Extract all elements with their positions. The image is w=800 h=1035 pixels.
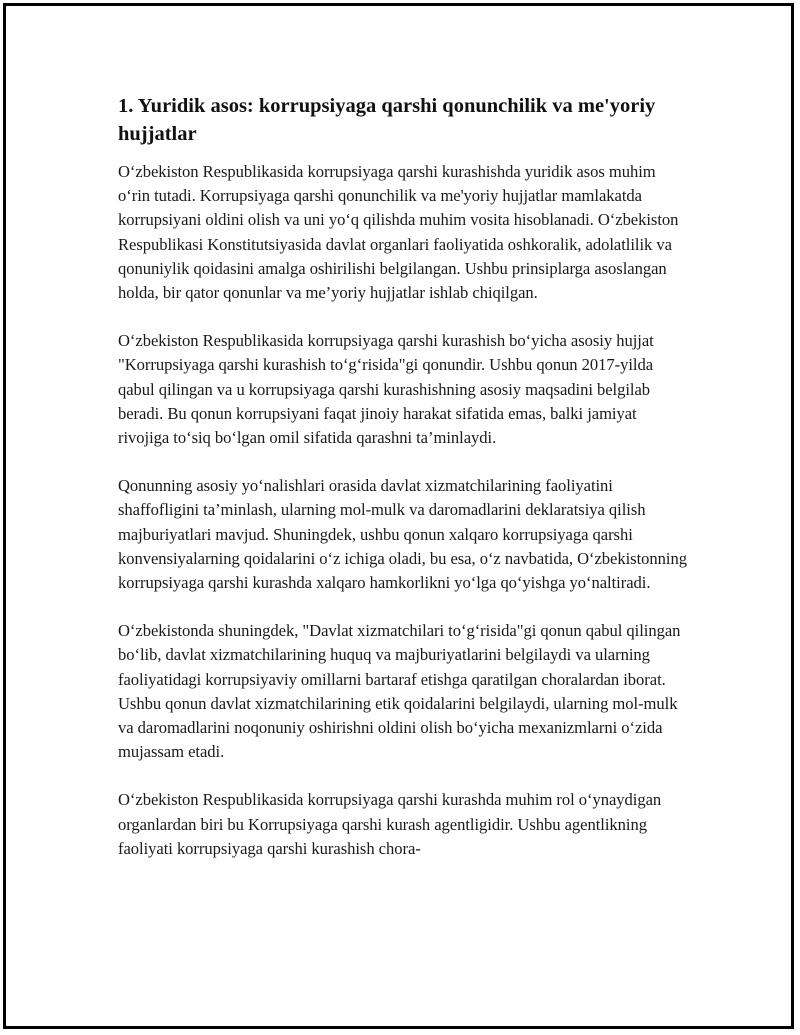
paragraph-5: O‘zbekiston Respublikasida korrupsiyaga qarshi kurashda muhim rol o‘ynaydigan organlardan biri bu Korrupsiyaga qarshi kurash agentligidir. Ushbu agentlikning faoliyati korrupsiyaga qarshi kurashish chora- xyxy=(118,790,662,858)
section-heading: 1. Yuridik asos: korrupsiyaga qarshi qonunchilik va me'yoriy hujjatlar xyxy=(118,95,656,145)
paragraph-4: O‘zbekistonda shuningdek, "Davlat xizmatchilari to‘g‘risida"gi qonun qabul qilingan bo‘lib, davlat xizmatchilarining huquq va majburiyatlarini belgilaydi va ularning faoliyatidagi korrupsiyaviy omillarni bartaraf etishga qaratilgan choralardan iborat. Ushbu qonun davlat xizmatchilarining etik qoidalarini belgilaydi, ularning mol-mulk va daromadlarini noqonuniy oshirishni oldini olish bo‘yicha mexanizmlarni o‘zida mujassam etadi. xyxy=(118,621,681,762)
paragraph-3: Qonunning asosiy yo‘nalishlari orasida davlat xizmatchilarining faoliyatini shaffofligini ta’minlash, ularning mol-mulk va daromadlarini deklaratsiya qilish majburiyatlari mavjud. Shuningdek, ushbu qonun xalqaro korrupsiyaga qarshi konvensiyalarning qoidalarini o‘z ichiga oladi, bu esa, o‘z navbatida, O‘zbekistonning korrupsiyaga qarshi kurashda xalqaro hamkorlikni yo‘lga qo‘yishga yo‘naltiradi. xyxy=(118,476,687,593)
paragraph-1: O‘zbekiston Respublikasida korrupsiyaga qarshi kurashishda yuridik asos muhim o‘rin tutadi. Korrupsiyaga qarshi qonunchilik va me'yoriy hujjatlar mamlakatda korrupsiyani oldini olish va uni yo‘q qilishda muhim vosita hisoblanadi. O‘zbekiston Respublikasi Konstitutsiyasida davlat organlari faoliyatida oshkoralik, adolatlilik va qonuniylik qoidasini amalga oshirilishi belgilangan. Ushbu prinsiplarga asoslangan holda, bir qator qonunlar va me’yoriy hujjatlar ishlab chiqilgan. xyxy=(118,162,679,303)
document-body xyxy=(118,92,688,885)
paragraph-2: O‘zbekiston Respublikasida korrupsiyaga qarshi kurashish bo‘yicha asosiy hujjat "Korrupsiyaga qarshi kurashish to‘g‘risida"gi qonundir. Ushbu qonun 2017-yilda qabul qilingan va u korrupsiyaga qarshi kurashishning asosiy maqsadini belgilab beradi. Bu qonun korrupsiyani faqat jinoiy harakat sifatida emas, balki jamiyat rivojiga to‘siq bo‘lgan omil sifatida qarashni ta’minlaydi. xyxy=(118,331,654,448)
